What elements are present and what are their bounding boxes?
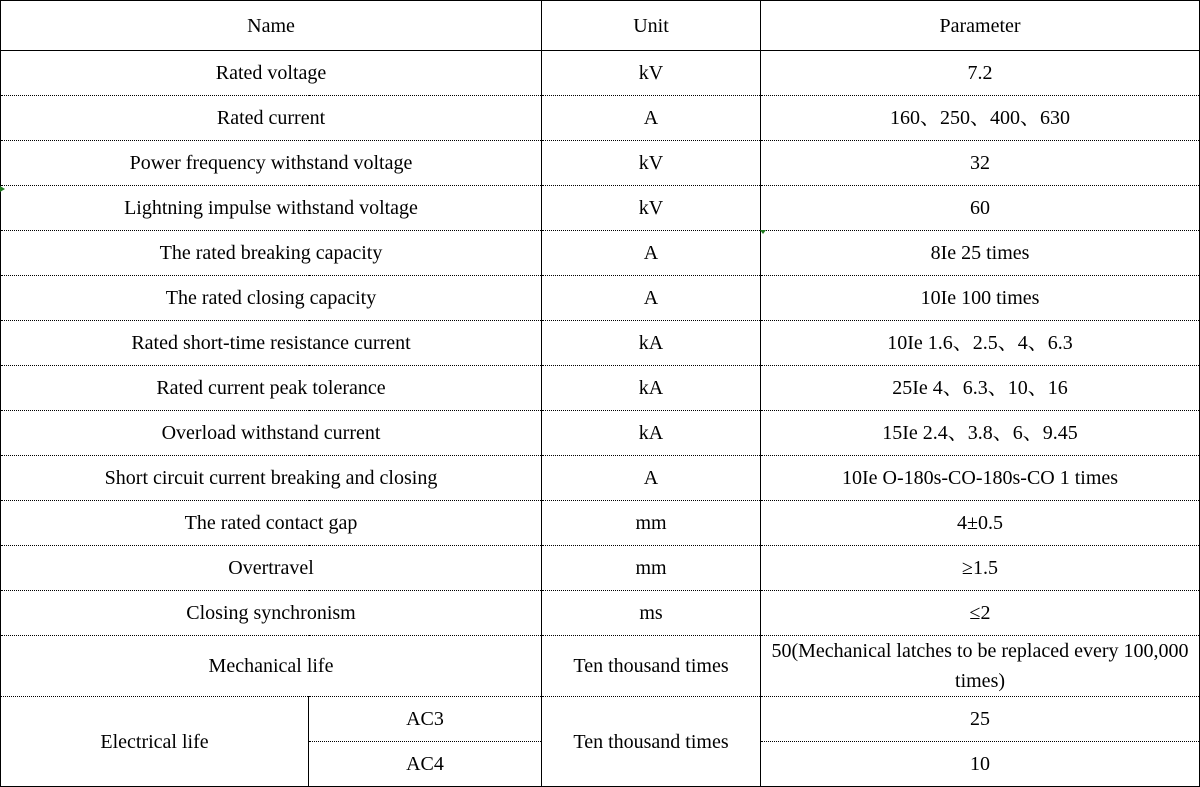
row-parameter: 15Ie 2.4、3.8、6、9.45 [761, 411, 1200, 456]
table-row [1, 51, 1200, 96]
table-row [1, 591, 1200, 636]
table-row [1, 636, 1200, 697]
table-row [1, 231, 1200, 276]
row-name: Lightning impulse withstand voltage [1, 186, 542, 231]
electrical-life-parameter: 25 [761, 697, 1200, 742]
row-parameter: 50(Mechanical latches to be replaced every 100,000 times) [761, 636, 1200, 697]
row-name: The rated breaking capacity [1, 231, 542, 276]
row-unit: A [542, 276, 761, 321]
header-parameter: Parameter [761, 1, 1200, 51]
electrical-life-category: AC3 [309, 697, 542, 742]
table-row [1, 321, 1200, 366]
row-unit: A [542, 456, 761, 501]
table-row [1, 546, 1200, 591]
row-unit: kA [542, 321, 761, 366]
table-header-row [1, 1, 1200, 51]
row-parameter: 25Ie 4、6.3、10、16 [761, 366, 1200, 411]
electrical-life-unit: Ten thousand times [542, 697, 761, 787]
row-unit: kA [542, 411, 761, 456]
row-unit: kV [542, 186, 761, 231]
row-name: Overload withstand current [1, 411, 542, 456]
electrical-life-parameter: 10 [761, 742, 1200, 787]
row-name: The rated closing capacity [1, 276, 542, 321]
cell-error-marker [760, 230, 766, 234]
row-unit: ms [542, 591, 761, 636]
row-name: Mechanical life [1, 636, 542, 697]
row-name: Overtravel [1, 546, 542, 591]
row-parameter: 10Ie O-180s-CO-180s-CO 1 times [761, 456, 1200, 501]
table-row [1, 501, 1200, 546]
row-parameter: 10Ie 100 times [761, 276, 1200, 321]
row-name: The rated contact gap [1, 501, 542, 546]
row-name: Rated voltage [1, 51, 542, 96]
table-row [1, 697, 1200, 742]
row-unit: mm [542, 546, 761, 591]
header-name: Name [1, 1, 542, 51]
header-unit: Unit [542, 1, 761, 51]
table-row [1, 186, 1200, 231]
row-name: Rated current [1, 96, 542, 141]
row-name: Rated short-time resistance current [1, 321, 542, 366]
row-parameter: 8Ie 25 times [761, 231, 1200, 276]
row-parameter: 7.2 [761, 51, 1200, 96]
row-name: Rated current peak tolerance [1, 366, 542, 411]
row-unit: kA [542, 366, 761, 411]
row-unit: kV [542, 141, 761, 186]
table-row [1, 141, 1200, 186]
table-row [1, 366, 1200, 411]
table-row [1, 411, 1200, 456]
cell-error-marker [0, 186, 5, 192]
row-name: Short circuit current breaking and closing [1, 456, 542, 501]
row-unit: Ten thousand times [542, 636, 761, 697]
row-unit: A [542, 96, 761, 141]
row-parameter: 4±0.5 [761, 501, 1200, 546]
row-parameter: ≤2 [761, 591, 1200, 636]
row-parameter: 32 [761, 141, 1200, 186]
row-parameter: 160、250、400、630 [761, 96, 1200, 141]
table-row [1, 456, 1200, 501]
row-parameter: 60 [761, 186, 1200, 231]
row-name: Closing synchronism [1, 591, 542, 636]
electrical-life-name: Electrical life [1, 697, 309, 787]
table-row [1, 276, 1200, 321]
row-unit: mm [542, 501, 761, 546]
electrical-life-category: AC4 [309, 742, 542, 787]
row-parameter: ≥1.5 [761, 546, 1200, 591]
row-name: Power frequency withstand voltage [1, 141, 542, 186]
row-parameter: 10Ie 1.6、2.5、4、6.3 [761, 321, 1200, 366]
table-row [1, 96, 1200, 141]
row-unit: kV [542, 51, 761, 96]
row-unit: A [542, 231, 761, 276]
